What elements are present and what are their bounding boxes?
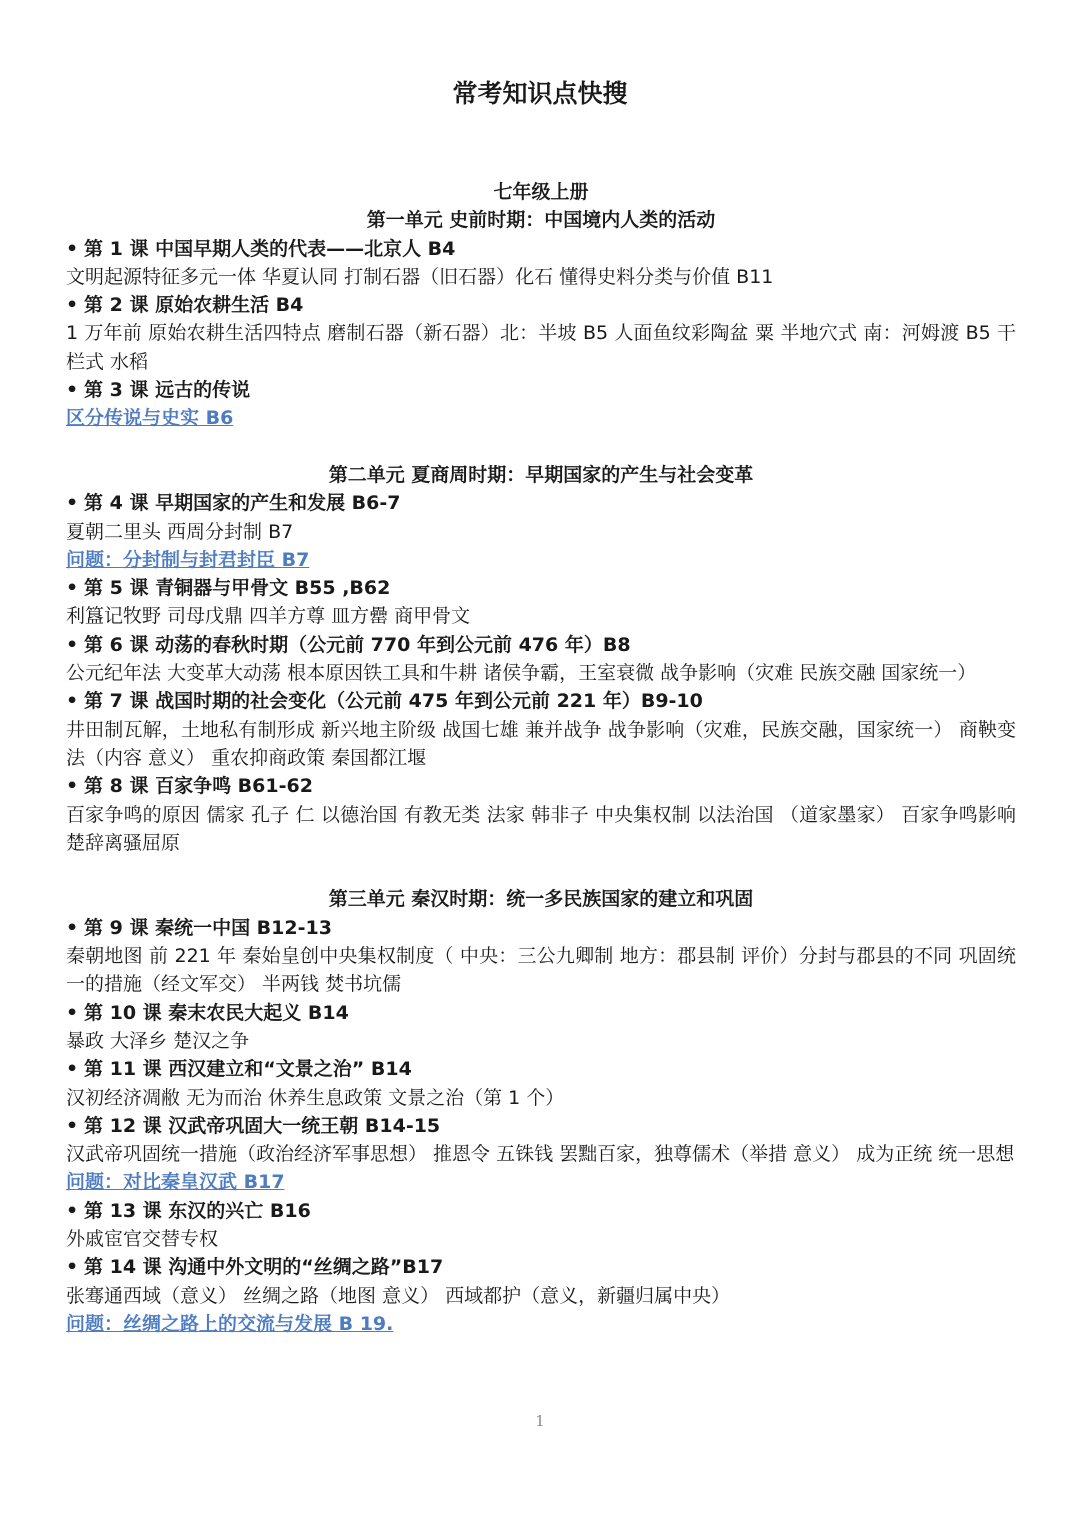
lesson-heading bbox=[66, 574, 1016, 602]
lesson-notes: 夏朝二里头 西周分封制 B7 bbox=[66, 520, 294, 543]
lesson-notes: 文明起源特征多元一体 华夏认同 打制石器（旧石器）化石 懂得史料分类与价值 B11 bbox=[66, 265, 774, 288]
bullet-icon: • bbox=[66, 633, 79, 656]
content-body bbox=[66, 178, 1016, 1338]
lesson-heading bbox=[66, 489, 1016, 517]
topic-link-line bbox=[66, 1168, 1016, 1196]
document-title: 常考知识点快搜 bbox=[452, 79, 628, 108]
lesson-title: 第 7 课 战国时期的社会变化（公元前 475 年到公元前 221 年）B9-10 bbox=[84, 690, 703, 713]
lesson-heading bbox=[66, 235, 1016, 263]
lesson-heading bbox=[66, 291, 1016, 319]
lesson-heading bbox=[66, 1253, 1016, 1281]
lesson-notes: 井田制瓦解，土地私有制形成 新兴地主阶级 战国七雄 兼并战争 战争影响（灾难，民族交融，国家统一） 商鞅变法（内容 意义） 重农抑商政策 秦国都江堰 bbox=[66, 718, 1016, 769]
lesson-heading bbox=[66, 1112, 1016, 1140]
lesson-title: 第 4 课 早期国家的产生和发展 B6-7 bbox=[84, 492, 401, 515]
lesson-notes: 1 万年前 原始农耕生活四特点 磨制石器（新石器）北：半坡 B5 人面鱼纹彩陶盆 粟 半地穴式 南：河姆渡 B5 干栏式 水稻 bbox=[66, 322, 1016, 373]
bullet-icon: • bbox=[66, 1001, 79, 1024]
bullet-icon: • bbox=[66, 690, 79, 713]
topic-link-line bbox=[66, 1310, 1016, 1338]
lesson-notes: 张骞通西域（意义） 丝绸之路（地图 意义） 西域都护（意义，新疆归属中央） bbox=[66, 1284, 731, 1307]
bullet-icon: • bbox=[66, 492, 79, 515]
unit-heading: 第二单元 夏商周时期：早期国家的产生与社会变革 bbox=[328, 463, 754, 486]
grade-heading: 七年级上册 bbox=[493, 181, 589, 203]
lesson-heading bbox=[66, 914, 1016, 942]
topic-link-line bbox=[66, 404, 1016, 432]
lesson-title: 第 1 课 中国早期人类的代表——北京人 B4 bbox=[84, 237, 456, 260]
lesson-notes: 百家争鸣的原因 儒家 孔子 仁 以德治国 有教无类 法家 韩非子 中央集权制 以法治国 （道家墨家） 百家争鸣影响 楚辞离骚屈原 bbox=[66, 803, 1016, 854]
lesson-title: 第 10 课 秦末农民大起义 B14 bbox=[84, 1001, 349, 1024]
lesson-heading bbox=[66, 1197, 1016, 1225]
lesson-title: 第 12 课 汉武帝巩固大一统王朝 B14-15 bbox=[84, 1114, 441, 1137]
lesson-title: 第 9 课 秦统一中国 B12-13 bbox=[84, 916, 332, 939]
lesson-notes: 利簋记牧野 司母戊鼎 四羊方尊 皿方罍 商甲骨文 bbox=[66, 605, 471, 628]
lesson-heading bbox=[66, 631, 1016, 659]
bullet-icon: • bbox=[66, 379, 79, 402]
lesson-title: 第 11 课 西汉建立和“文景之治” B14 bbox=[84, 1058, 412, 1081]
lesson-title: 第 2 课 原始农耕生活 B4 bbox=[84, 294, 304, 317]
lesson-title: 第 14 课 沟通中外文明的“丝绸之路”B17 bbox=[84, 1256, 444, 1279]
topic-link[interactable]: 问题：分封制与封君封臣 B7 bbox=[66, 548, 310, 571]
lesson-title: 第 3 课 远古的传说 bbox=[84, 379, 251, 402]
lesson-heading bbox=[66, 1055, 1016, 1083]
lesson-title: 第 5 课 青铜器与甲骨文 B55 ,B62 bbox=[84, 577, 391, 600]
lesson-notes: 汉武帝巩固统一措施（政治经济军事思想） 推恩令 五铢钱 罢黜百家，独尊儒术（举措 意义） 成为正统 统一思想 bbox=[66, 1143, 1015, 1166]
lesson-notes: 外戚宦官交替专权 bbox=[66, 1227, 219, 1250]
lesson-notes: 暴政 大泽乡 楚汉之争 bbox=[66, 1029, 250, 1052]
lesson-title: 第 6 课 动荡的春秋时期（公元前 770 年到公元前 476 年）B8 bbox=[84, 633, 631, 656]
page-number: 1 bbox=[535, 1412, 545, 1430]
bullet-icon: • bbox=[66, 1114, 79, 1137]
bullet-icon: • bbox=[66, 294, 79, 317]
lesson-heading bbox=[66, 376, 1016, 404]
bullet-icon: • bbox=[66, 775, 79, 798]
lesson-heading bbox=[66, 687, 1016, 715]
topic-link[interactable]: 问题：对比秦皇汉武 B17 bbox=[66, 1171, 285, 1194]
lesson-title: 第 8 课 百家争鸣 B61-62 bbox=[84, 775, 313, 798]
bullet-icon: • bbox=[66, 1058, 79, 1081]
bullet-icon: • bbox=[66, 1199, 79, 1222]
bullet-icon: • bbox=[66, 916, 79, 939]
lesson-notes: 秦朝地图 前 221 年 秦始皇创中央集权制度（ 中央：三公九卿制 地方：郡县制 评价）分封与郡县的不同 巩固统一的措施（经文军交） 半两钱 焚书坑儒 bbox=[66, 945, 1016, 996]
lesson-notes: 汉初经济凋敝 无为而治 休养生息政策 文景之治（第 1 个） bbox=[66, 1086, 565, 1109]
lesson-notes: 公元纪年法 大变革大动荡 根本原因铁工具和牛耕 诸侯争霸，王室衰微 战争影响（灾难 民族交融 国家统一） bbox=[66, 662, 977, 685]
bullet-icon: • bbox=[66, 577, 79, 600]
topic-link[interactable]: 区分传说与史实 B6 bbox=[66, 407, 234, 430]
topic-link-line bbox=[66, 546, 1016, 574]
unit-heading: 第一单元 史前时期：中国境内人类的活动 bbox=[366, 209, 716, 232]
topic-link[interactable]: 问题：丝绸之路上的交流与发展 B 19. bbox=[66, 1312, 394, 1335]
lesson-heading bbox=[66, 999, 1016, 1027]
lesson-title: 第 13 课 东汉的兴亡 B16 bbox=[84, 1199, 311, 1222]
bullet-icon: • bbox=[66, 237, 79, 260]
unit-heading: 第三单元 秦汉时期：统一多民族国家的建立和巩固 bbox=[328, 888, 754, 911]
lesson-heading bbox=[66, 772, 1016, 800]
bullet-icon: • bbox=[66, 1256, 79, 1279]
